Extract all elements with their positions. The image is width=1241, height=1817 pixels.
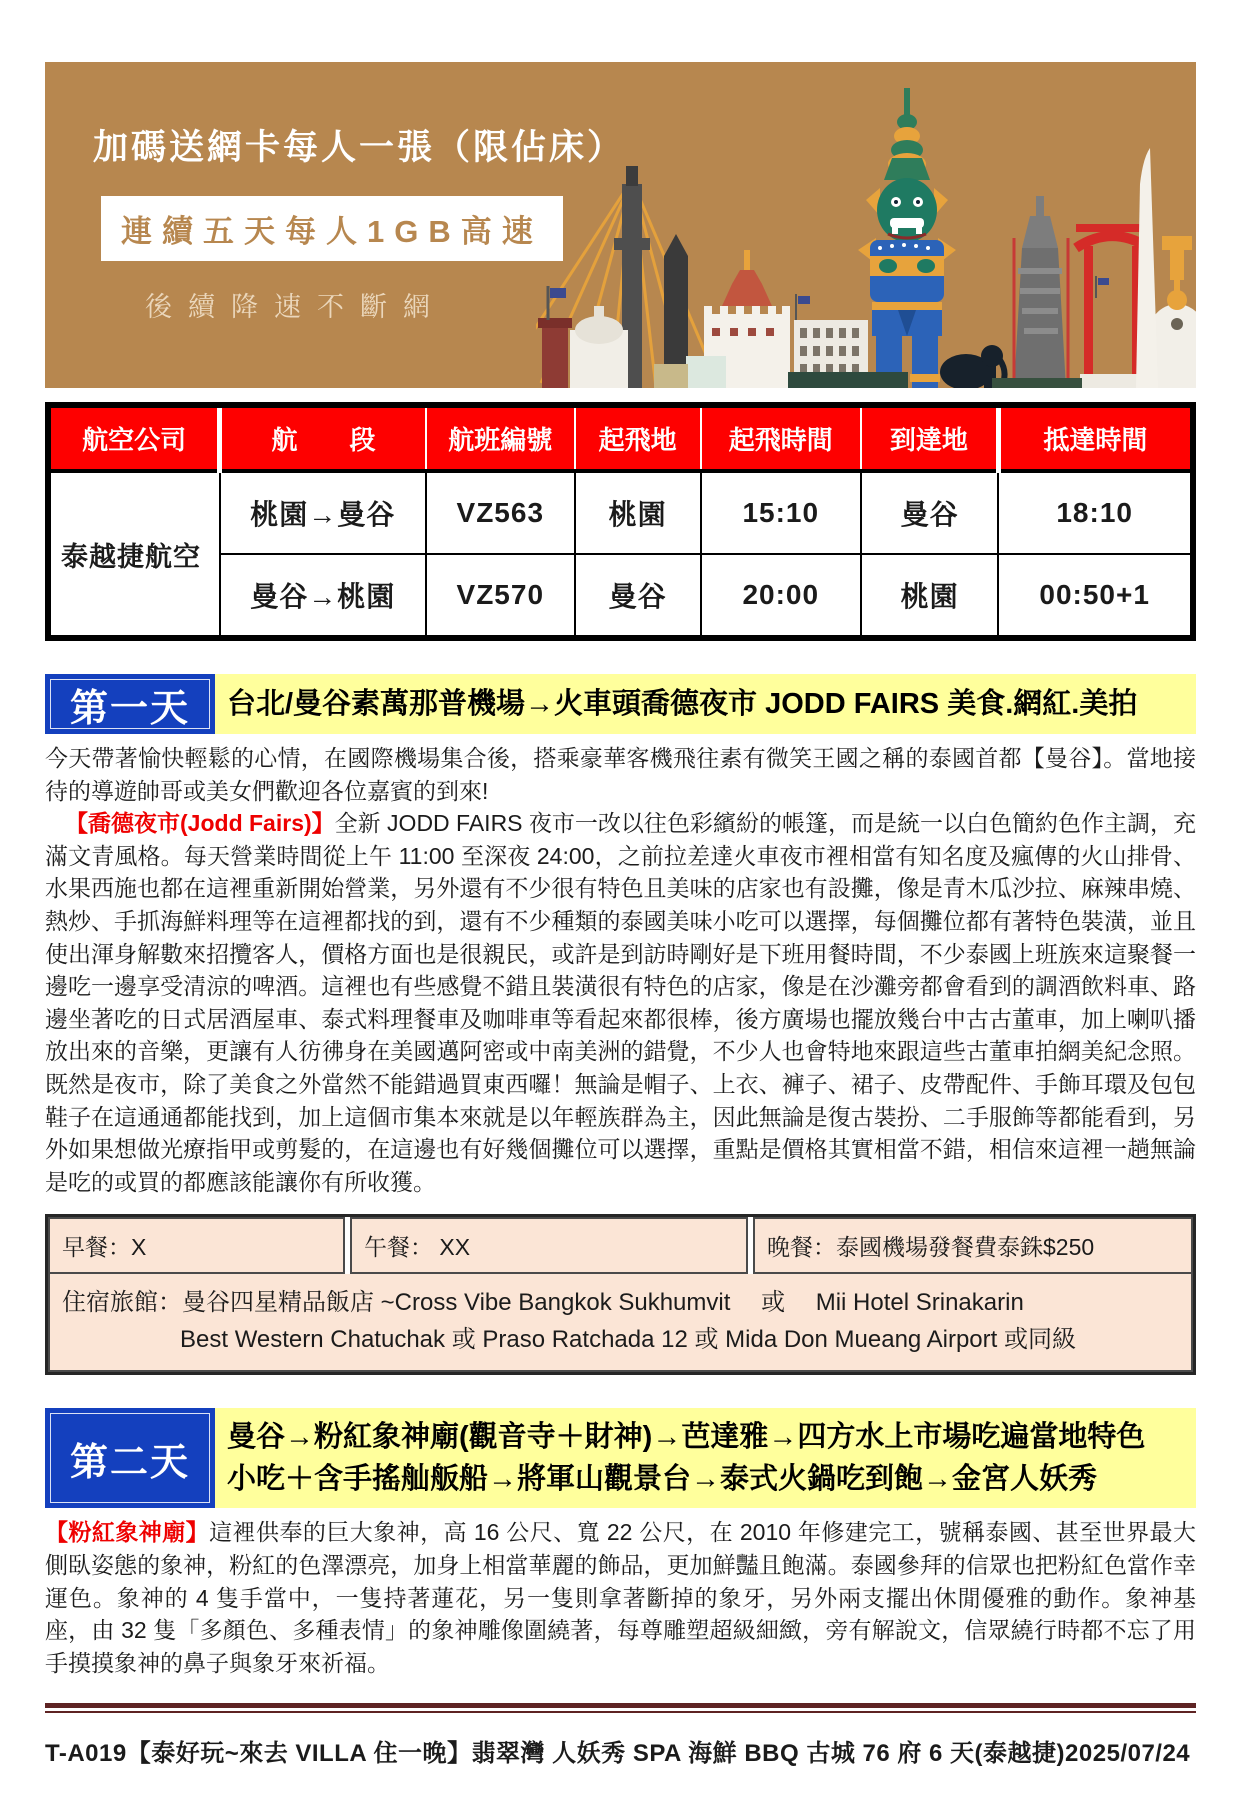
col-header-airline: 航空公司	[48, 405, 220, 471]
arrival-time: 00:50+1	[998, 554, 1193, 638]
destination: 桃園	[861, 554, 998, 638]
day1-highlight-text: 全新 JODD FAIRS 夜市一改以往色彩繽紛的帳篷，而是統一以白色簡約色作主調，充滿文青風格。每天營業時間從上午 11:00 至深夜 24:00，之前拉差達火車夜市裡相當有知名度及瘋傳的火山排骨、水果西施也都在這裡重新開始營業，另外還有不少很有特色且美味的店家也有設攤，像是青木瓜沙拉、麻辣串燒、熱炒、手抓海鮮料理等在這裡都找的到，還有不少種類的泰國美味小吃可以選擇，每個攤位都有著特色裝潢，並且使出渾身解數來招攬客人，價格方面也是很親民，或許是到訪時剛好是下班用餐時間，不少泰國上班族來這聚餐一邊吃一邊享受清涼的啤酒。這裡也有些感覺不錯且裝潢很有特色的店家，像是在沙灘旁都會看到的調酒飲料車、路邊坐著吃的日式居酒屋車、泰式料理餐車及咖啡車等看起來都很棒，後方廣場也擺放幾台中古古董車，加上喇叭播放出來的音樂，更讓有人彷彿身在美國邁阿密或中南美洲的錯覺，不少人也會特地來跟這些古董車拍網美紀念照。既然是夜市，除了美食之外當然不能錯過買東西囉！無論是帽子、上衣、褲子、裙子、皮帶配件、手飾耳環及包包鞋子在這通通都能找到，加上這個市集本來就是以年輕族群為主，因此無論是復古裝扮、二手服飾等都能看到，另外如果想做光療指甲或剪髮的，在這邊也有好幾個攤位可以選擇，重點是價格其實相當不錯，相信來這裡一趟無論是吃的或買的都應該能讓你有所收獲。	[45, 810, 1196, 1195]
day1-highlight-paragraph	[45, 807, 1196, 1198]
flight-row-outbound	[48, 471, 1193, 554]
col-header-departure-time: 起飛時間	[701, 405, 861, 471]
destination: 曼谷	[861, 471, 998, 554]
page	[45, 62, 1196, 1768]
day2-highlight-label: 【粉紅象神廟】	[45, 1519, 210, 1546]
tour-code-footer: T-A019【泰好玩~來去 VILLA 住一晚】翡翠灣 人妖秀 SPA 海鮮 BBQ 古城 76 府 6 天(泰越捷)2025/07/24	[45, 1740, 1191, 1768]
flight-schedule-table	[45, 402, 1196, 641]
banner-subline: 後續降速不斷網	[145, 292, 446, 322]
day1-header	[45, 674, 1196, 734]
day1-meal-hotel-table	[45, 1214, 1196, 1375]
day2-header	[45, 1408, 1196, 1508]
col-header-segment: 航 段	[220, 405, 426, 471]
departure-time: 20:00	[701, 554, 861, 638]
footer-divider	[45, 1703, 1196, 1713]
col-header-origin: 起飛地	[575, 405, 701, 471]
banner-text-block	[93, 120, 625, 324]
day2-title-line1: 曼谷→粉紅象神廟(觀音寺＋財神)→芭達雅→四方水上市場吃遍當地特色	[227, 1421, 1146, 1454]
flight-number: VZ563	[426, 471, 575, 554]
origin: 曼谷	[575, 554, 701, 638]
arrival-time: 18:10	[998, 471, 1193, 554]
flight-number: VZ570	[426, 554, 575, 638]
day1-highlight-label: 【喬德夜市(Jodd Fairs)】	[65, 810, 335, 837]
flight-table-header-row	[48, 405, 1193, 471]
segment: 曼谷→桃園	[220, 554, 426, 638]
col-header-flight-no: 航班編號	[426, 405, 575, 471]
hotel-line2: Best Western Chatuchak 或 Praso Ratchada 12 或 Mida Don Mueang Airport 或同級	[180, 1326, 1076, 1354]
promo-banner	[45, 62, 1196, 388]
banner-offer-box: 連續五天每人1GB高速	[101, 196, 563, 261]
breakfast-cell: 早餐：X	[48, 1217, 345, 1274]
day2-badge: 第二天	[45, 1408, 215, 1508]
day2-highlight-text: 這裡供奉的巨大象神，高 16 公尺、寬 22 公尺，在 2010 年修建完工，號稱泰國、甚至世界最大側臥姿態的象神，粉紅的色澤漂亮，加身上相當華麗的飾品，更加鮮豔且飽滿。泰國參拜的信眾也把粉紅色當作幸運色。象神的 4 隻手當中，一隻持著蓮花，另一隻則拿著斷掉的象牙，另外兩支擺出休閒優雅的動作。象神基座，由 32 隻「多顏色、多種表情」的象神雕像圍繞著，每尊雕塑超級細緻，旁有解說文，信眾繞行時都不忘了用手摸摸象神的鼻子與象牙來祈福。	[45, 1519, 1196, 1676]
origin: 桃園	[575, 471, 701, 554]
day1-badge: 第一天	[45, 674, 215, 734]
banner-headline: 加碼送網卡每人一張（限佔床）	[93, 128, 626, 167]
day2-highlight-paragraph	[45, 1516, 1196, 1679]
departure-time: 15:10	[701, 471, 861, 554]
day1-itinerary-title: 台北/曼谷素萬那普機場→火車頭喬德夜市 JODD FAIRS 美食.網紅.美拍	[215, 674, 1196, 734]
meal-row	[48, 1217, 1193, 1274]
day2-itinerary-title	[215, 1408, 1196, 1508]
lunch-cell: 午餐： XX	[350, 1217, 748, 1274]
hotel-line1: 住宿旅館：曼谷四星精品飯店 ~Cross Vibe Bangkok Sukhumvit 或 Mii Hotel Srinakarin	[62, 1289, 1024, 1317]
day1-intro-paragraph: 今天帶著愉快輕鬆的心情，在國際機場集合後，搭乘豪華客機飛往素有微笑王國之稱的泰國首都【曼谷】。當地接待的導遊帥哥或美女們歡迎各位嘉賓的到來!	[45, 745, 1196, 804]
hotel-cell	[48, 1274, 1193, 1372]
airline-name: 泰越捷航空	[48, 471, 220, 638]
flight-row-return	[48, 554, 1193, 638]
col-header-arrival-time: 抵達時間	[998, 405, 1193, 471]
day2-title-line2: 小吃＋含手搖舢舨船→將軍山觀景台→泰式火鍋吃到飽→金宮人妖秀	[227, 1463, 1098, 1496]
bangkok-skyline-illustration	[536, 88, 1196, 388]
col-header-destination: 到達地	[861, 405, 998, 471]
segment: 桃園→曼谷	[220, 471, 426, 554]
dinner-cell: 晚餐：泰國機場發餐費泰銖$250	[753, 1217, 1193, 1274]
